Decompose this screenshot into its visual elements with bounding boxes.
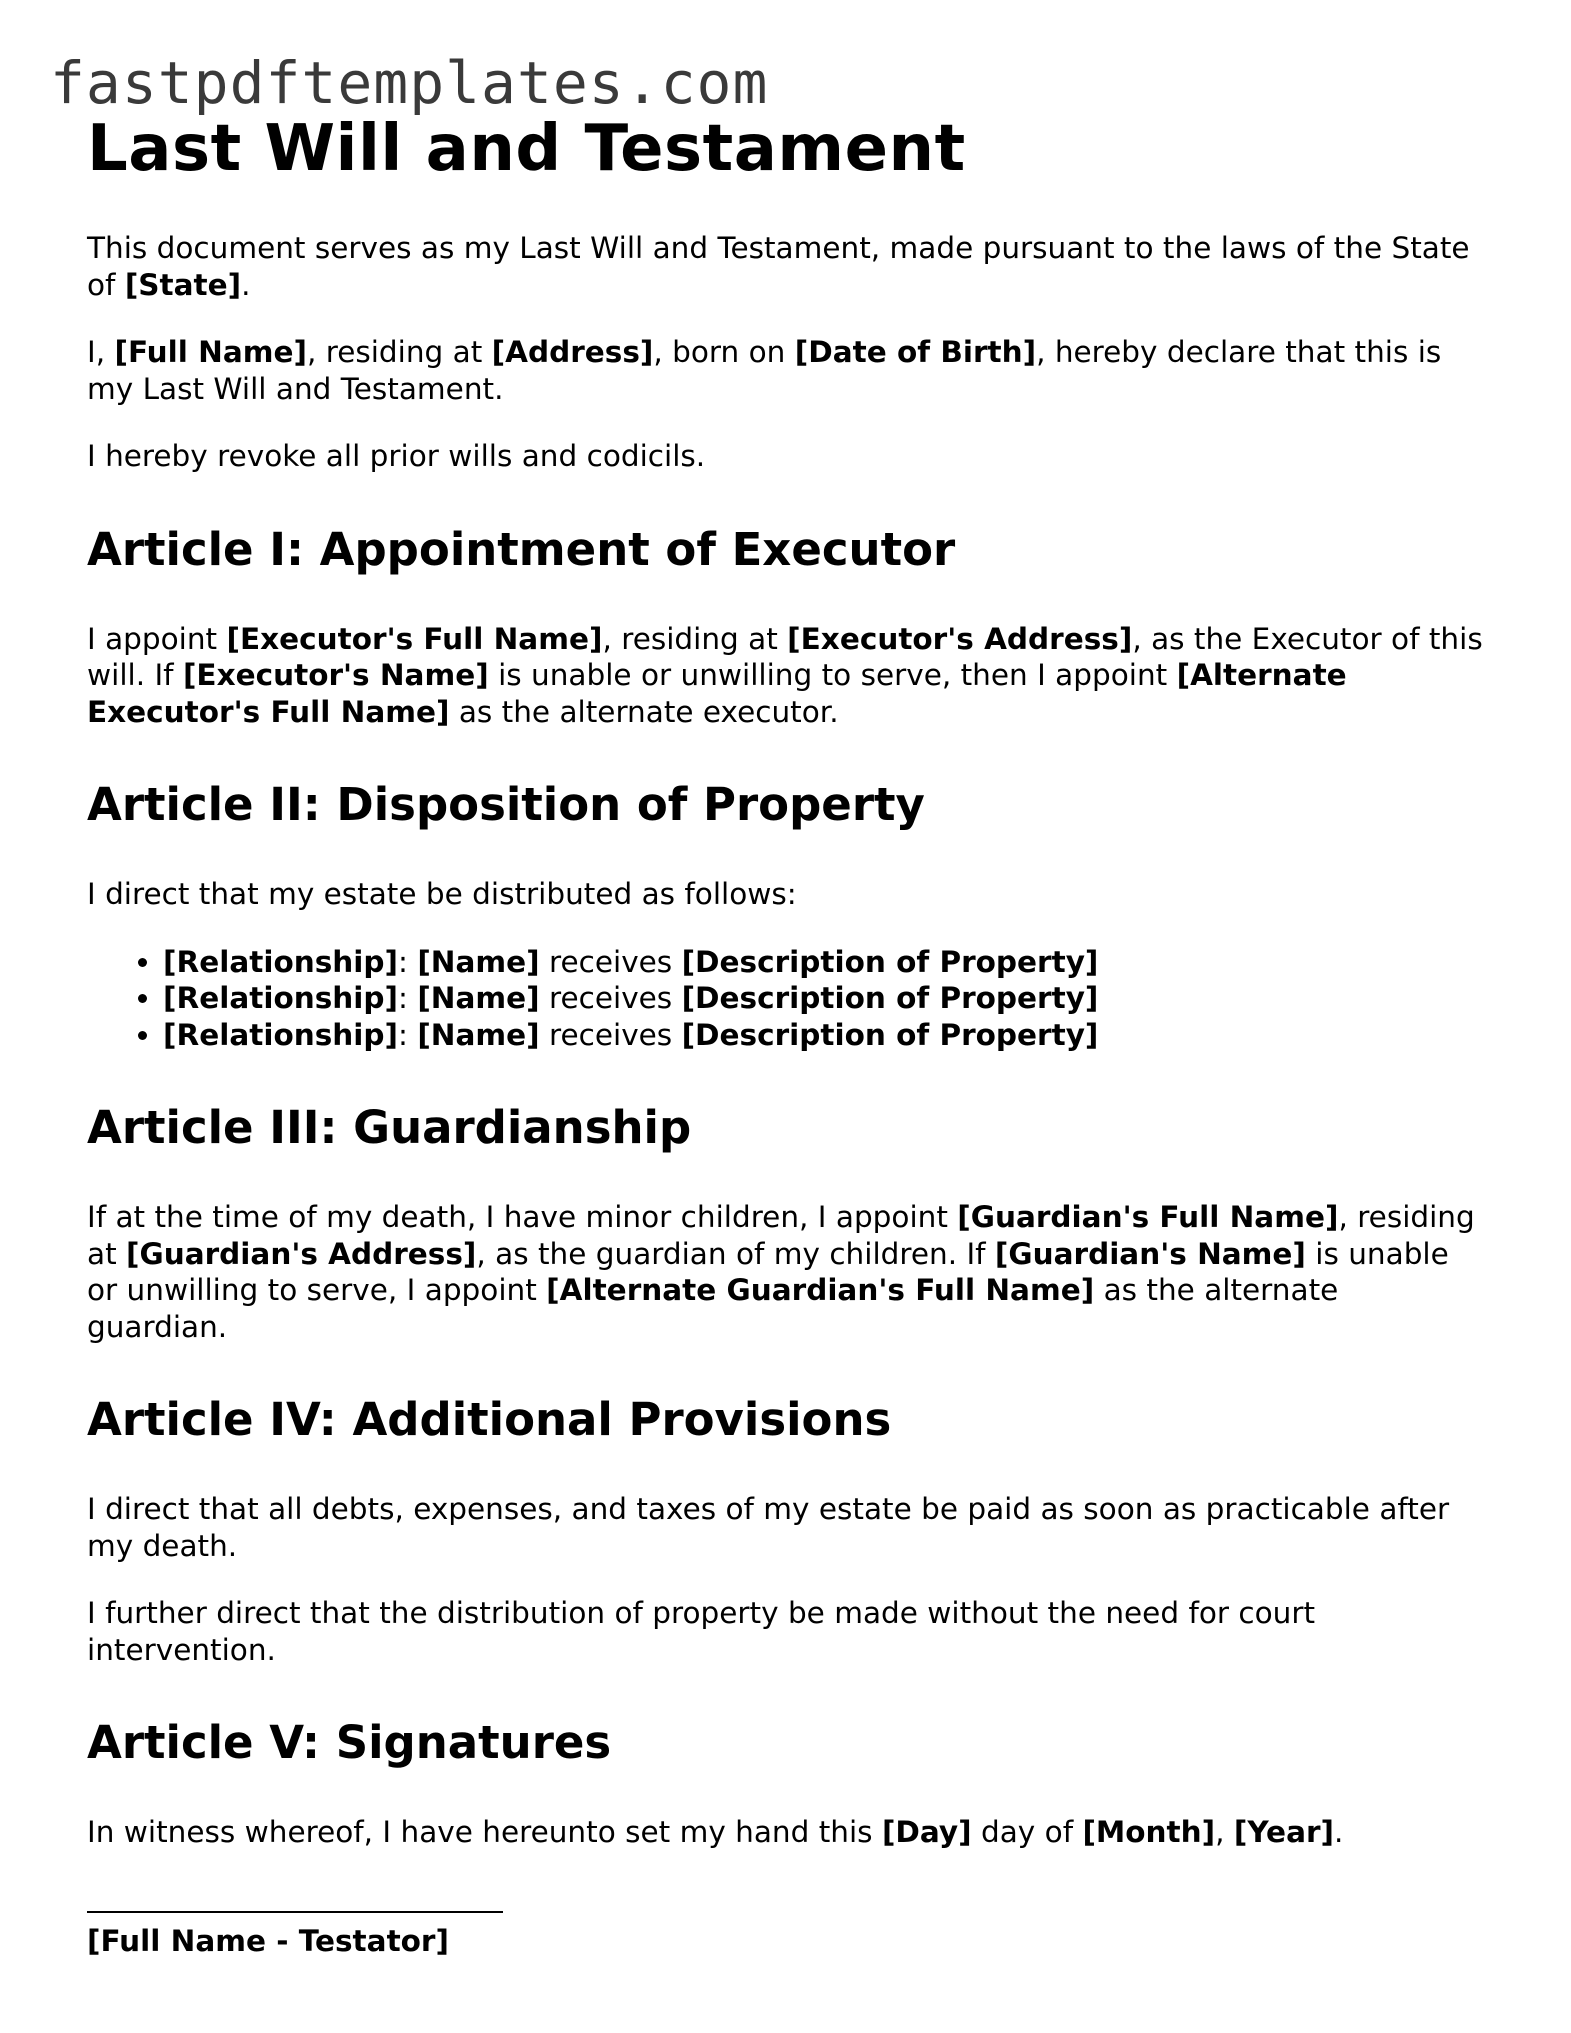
list-item [163, 980, 1487, 1017]
intro-paragraph-declaration [87, 334, 1487, 407]
article-5-heading: Article V: Signatures [87, 1716, 612, 1769]
list-text: : [397, 981, 418, 1015]
executor-address-placeholder: [Executor's Address] [787, 621, 1133, 656]
list-item [163, 944, 1487, 981]
article-text: In witness whereof, I have hereunto set my hand this [87, 1815, 882, 1849]
alternate-executor-placeholder: [Alternate Executor's Full Name] [87, 658, 1347, 729]
day-placeholder: [Day] [881, 1815, 972, 1849]
article-3-paragraph [87, 1199, 1487, 1345]
watermark-text: fastpdftemplates.com [50, 49, 769, 117]
intro-text: , hereby declare that this is my Last Will and Testament. [87, 335, 1442, 406]
document-page [87, 106, 1487, 1959]
intro-text: , residing at [306, 335, 492, 369]
article-text: as the alternate executor. [449, 694, 839, 729]
property-placeholder: [Description of Property] [681, 981, 1099, 1015]
relationship-placeholder: [Relationship] [163, 981, 398, 1015]
list-text: : [397, 944, 418, 979]
article-text: , as the Executor of this will. If [87, 621, 1483, 692]
article-text: . [1334, 1815, 1344, 1849]
intro-text: I, [87, 335, 115, 369]
intro-text: , born on [653, 335, 795, 369]
article-text: If at the time of my death, I have minor children, I appoint [87, 1200, 958, 1234]
signature-line [87, 1911, 503, 1913]
guardian-full-name-placeholder: [Guardian's Full Name] [957, 1200, 1339, 1234]
alternate-guardian-placeholder: [Alternate Guardian's Full Name] [546, 1273, 1095, 1307]
guardian-name-placeholder: [Guardian's Name] [994, 1236, 1306, 1271]
name-placeholder: [Name] [417, 944, 540, 979]
article-text: as the alternate guardian. [87, 1273, 1339, 1344]
address-placeholder: [Address] [491, 335, 654, 369]
dob-placeholder: [Date of Birth] [794, 335, 1037, 369]
article-text: , residing at [602, 621, 788, 656]
relationship-placeholder: [Relationship] [163, 944, 398, 979]
guardian-address-placeholder: [Guardian's Address] [126, 1236, 477, 1271]
article-4-heading: Article IV: Additional Provisions [87, 1393, 892, 1446]
document-title: Last Will and Testament [87, 112, 966, 186]
year-placeholder: [Year] [1233, 1815, 1335, 1849]
article-text: day of [971, 1815, 1083, 1849]
article-4-paragraph-debts: I direct that all debts, expenses, and taxes of my estate be paid as soon as practicable after my death. [87, 1492, 1450, 1563]
intro-text: This document serves as my Last Will and Testament, made pursuant to the laws of the State of [87, 231, 1470, 302]
article-1-paragraph [87, 621, 1487, 731]
full-name-placeholder: [Full Name] [114, 335, 307, 369]
intro-text: . [241, 267, 251, 302]
intro-paragraph-state [87, 230, 1487, 303]
list-text: receives [539, 981, 682, 1015]
list-text: receives [539, 1017, 682, 1052]
property-placeholder: [Description of Property] [681, 944, 1099, 979]
article-1-heading: Article I: Appointment of Executor [87, 522, 956, 576]
signature-name: [Full Name - Testator] [87, 1923, 449, 1958]
article-4-paragraph-court: I further direct that the distribution of property be made without the need for court intervention. [87, 1596, 1316, 1667]
name-placeholder: [Name] [417, 981, 540, 1015]
distribution-list [87, 944, 1487, 1054]
article-5-paragraph [87, 1814, 1487, 1851]
article-text: , as the guardian of my children. If [476, 1236, 995, 1271]
list-text: receives [539, 944, 682, 979]
intro-paragraph-revoke: I hereby revoke all prior wills and codicils. [87, 439, 706, 473]
name-placeholder: [Name] [417, 1017, 540, 1052]
article-text: I appoint [87, 621, 227, 656]
list-text: : [397, 1017, 418, 1052]
article-2-intro: I direct that my estate be distributed as follows: [87, 877, 797, 911]
article-text: is unable or unwilling to serve, then I appoint [488, 658, 1177, 692]
executor-full-name-placeholder: [Executor's Full Name] [226, 621, 603, 656]
article-text: , residing at [87, 1200, 1475, 1271]
executor-name-placeholder: [Executor's Name] [182, 658, 489, 692]
article-text: is unable or unwilling to serve, I appoint [87, 1236, 1449, 1307]
article-3-heading: Article III: Guardianship [87, 1101, 692, 1154]
relationship-placeholder: [Relationship] [163, 1017, 398, 1052]
article-text: , [1215, 1815, 1234, 1849]
state-placeholder: [State] [124, 267, 242, 302]
property-placeholder: [Description of Property] [681, 1017, 1099, 1052]
month-placeholder: [Month] [1082, 1815, 1216, 1849]
list-item [163, 1017, 1487, 1054]
article-2-heading: Article II: Disposition of Property [87, 778, 925, 831]
